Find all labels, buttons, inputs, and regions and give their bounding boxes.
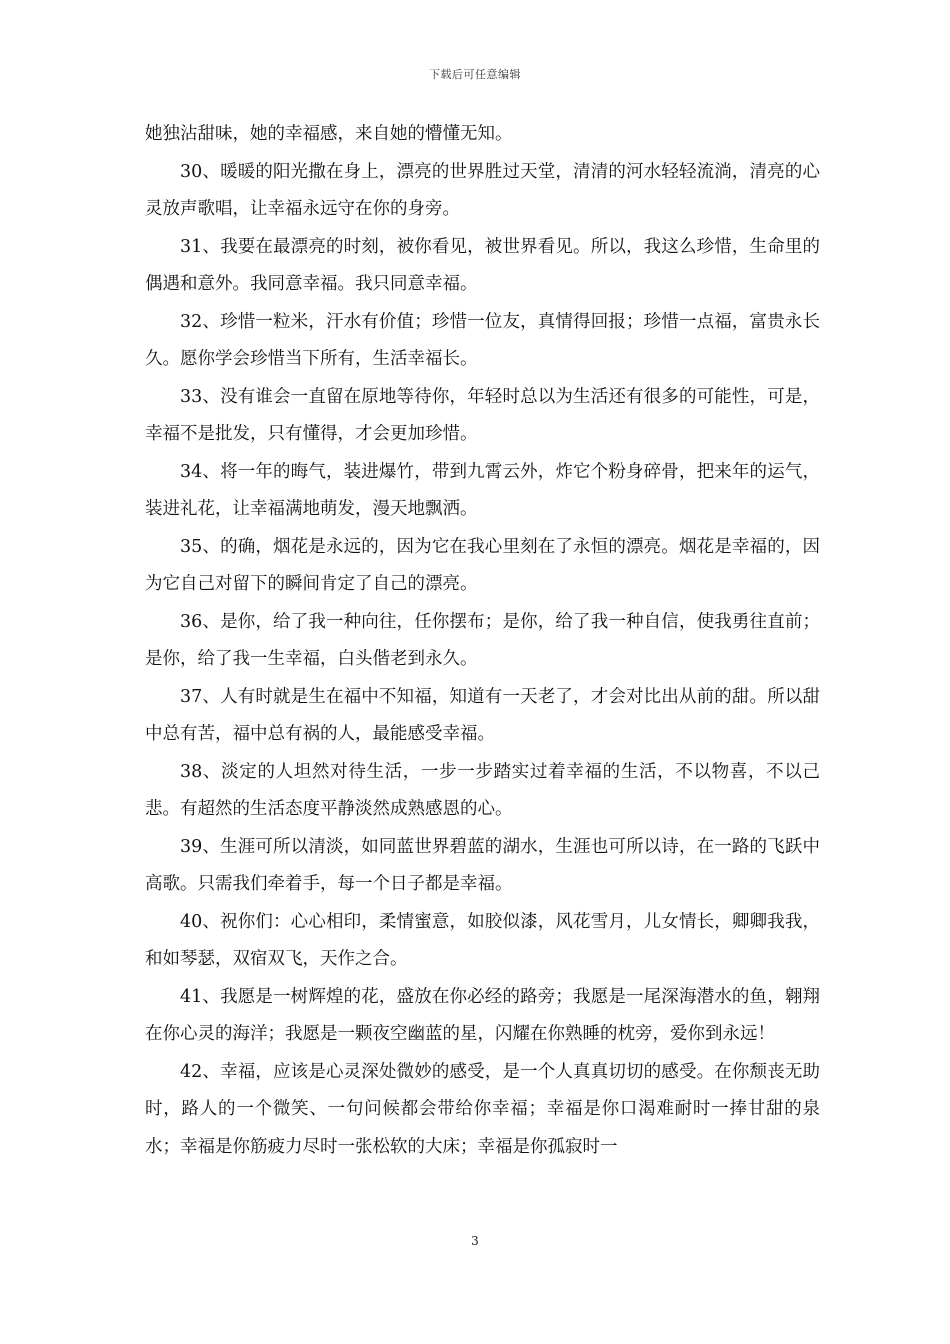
- paragraph-35: 35、的确，烟花是永远的，因为它在我心里刻在了永恒的漂亮。烟花是幸福的，因为它自己对留下的瞬间肯定了自己的漂亮。: [145, 536, 820, 594]
- paragraph-41: 41、我愿是一树辉煌的花，盛放在你必经的路旁；我愿是一尾深海潜水的鱼，翱翔在你心灵的海洋；我愿是一颗夜空幽蓝的星，闪耀在你熟睡的枕旁，爱你到永远！: [145, 986, 820, 1044]
- paragraph-37: 37、人有时就是生在福中不知福，知道有一天老了，才会对比出从前的甜。所以甜中总有苦，福中总有祸的人，最能感受幸福。: [145, 686, 820, 744]
- paragraph-42: 42、幸福，应该是心灵深处微妙的感受，是一个人真真切切的感受。在你颓丧无助时，路人的一个微笑、一句问候都会带给你幸福；幸福是你口渴难耐时一捧甘甜的泉水；幸福是你筋疲力尽时一张松软的大床；幸福是你孤寂时一: [145, 1061, 820, 1157]
- page-number: 3: [471, 1234, 479, 1248]
- paragraph-31: 31、我要在最漂亮的时刻，被你看见，被世界看见。所以，我这么珍惜，生命里的偶遇和意外。我同意幸福。我只同意幸福。: [145, 236, 820, 294]
- document-body: [145, 116, 820, 1166]
- paragraph-continuation: 她独沾甜味，她的幸福感，来自她的懵懂无知。: [145, 124, 513, 144]
- paragraph-32: 32、珍惜一粒米，汗水有价值；珍惜一位友，真情得回报；珍惜一点福，富贵永长久。愿你学会珍惜当下所有，生活幸福长。: [145, 311, 820, 369]
- paragraph-30: 30、暖暖的阳光撒在身上，漂亮的世界胜过天堂，清清的河水轻轻流淌，清亮的心灵放声歌唱，让幸福永远守在你的身旁。: [145, 161, 820, 219]
- paragraph-38: 38、淡定的人坦然对待生活，一步一步踏实过着幸福的生活，不以物喜，不以己悲。有超然的生活态度平静淡然成熟感恩的心。: [145, 761, 820, 819]
- paragraph-40: 40、祝你们：心心相印，柔情蜜意，如胶似漆，风花雪月，儿女情长，卿卿我我，和如琴瑟，双宿双飞，天作之合。: [145, 911, 820, 969]
- paragraph-36: 36、是你，给了我一种向往，任你摆布；是你，给了我一种自信，使我勇往直前；是你，给了我一生幸福，白头偕老到永久。: [145, 611, 820, 669]
- paragraph-39: 39、生涯可所以清淡，如同蓝世界碧蓝的湖水，生涯也可所以诗，在一路的飞跃中高歌。只需我们牵着手，每一个日子都是幸福。: [145, 836, 820, 894]
- page-header: 下载后可任意编辑: [429, 68, 521, 81]
- paragraph-33: 33、没有谁会一直留在原地等待你，年轻时总以为生活还有很多的可能性，可是，幸福不是批发，只有懂得，才会更加珍惜。: [145, 386, 820, 444]
- paragraph-34: 34、将一年的晦气，装进爆竹，带到九霄云外，炸它个粉身碎骨，把来年的运气，装进礼花，让幸福满地萌发，漫天地飘洒。: [145, 461, 820, 519]
